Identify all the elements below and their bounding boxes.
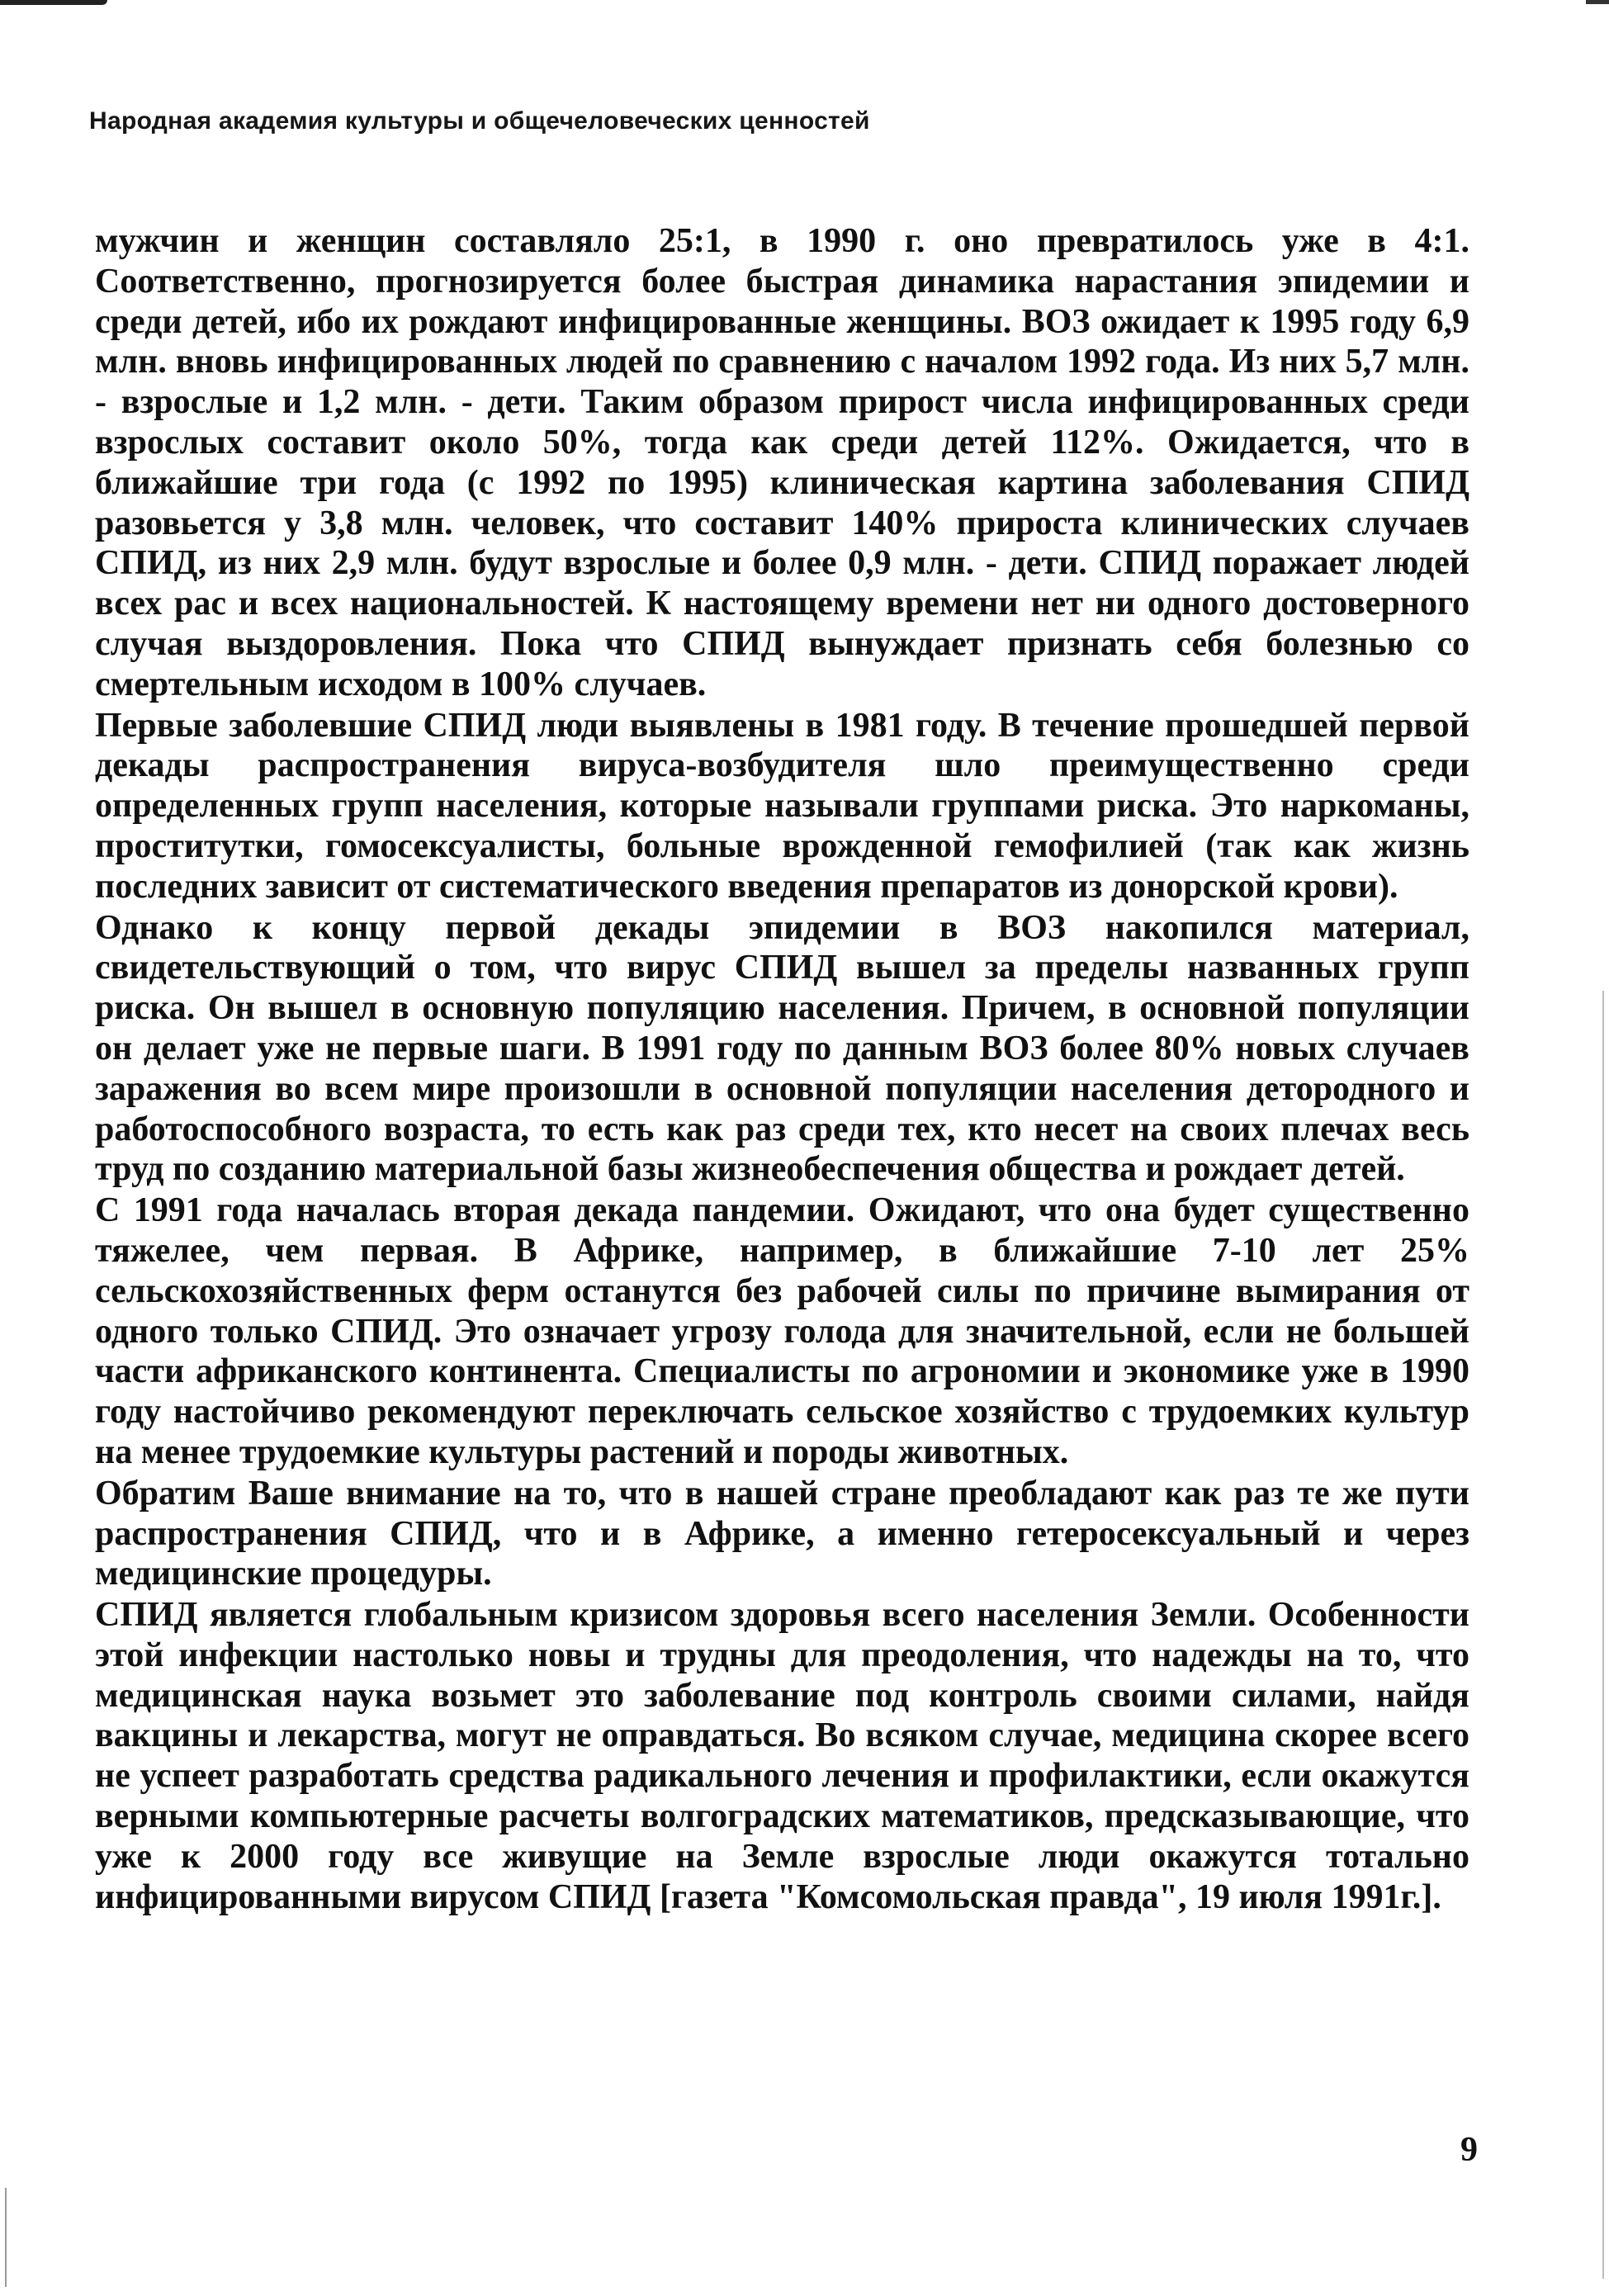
page-number: 9: [1460, 2131, 1478, 2169]
body-text: [95, 221, 1469, 1918]
running-header: Народная академия культуры и общечеловеческих ценностей: [89, 107, 870, 135]
paragraph: С 1991 года началась вторая декада пандемии. Ожидают, что она будет существенно тяжелее, чем первая. В Африке, например, в ближайшие 7-10 лет 25% сельскохозяйственных ферм останутся без рабочей силы по причине вымирания от одного только СПИД. Это означает угрозу голода для значительной, если не большей части африканского континента. Специалисты по агрономии и экономике уже в 1990 году настойчиво рекомендуют переключать сельское хозяйство с трудоемких культур на менее трудоемкие культуры растений и породы животных.: [95, 1191, 1469, 1471]
scan-artifact-top-right: [1586, 0, 1609, 4]
scan-edge-line-left: [5, 2188, 7, 2287]
paragraph: мужчин и женщин составляло 25:1, в 1990 г. оно превратилось уже в 4:1. Соответственно, прогнозируется более быстрая динамика нарастания эпидемии и среди детей, ибо их рождают инфицированные женщины. ВОЗ ожидает к 1995 году 6,9 млн. вновь инфицированных людей по сравнению с началом 1992 года. Из них 5,7 млн. - взрослые и 1,2 млн. - дети. Таким образом прирост числа инфицированных среди взрослых составит около 50%, тогда как среди детей 112%. Ожидается, что в ближайшие три года (с 1992 по 1995) клиническая картина заболевания СПИД разовьется у 3,8 млн. человек, что составит 140% прироста клинических случаев СПИД, из них 2,9 млн. будут взрослые и более 0,9 млн. - дети. СПИД поражает людей всех рас и всех национальностей. К настоящему времени нет ни одного достоверного случая выздоровления. Пока что СПИД вынуждает признать себя болезнью со смертельным исходом в 100% случаев.: [95, 222, 1469, 703]
paragraph: Обратим Ваше внимание на то, что в нашей стране преобладают как раз те же пути распространения СПИД, что и в Африке, а именно гетеросексуальный и через медицинские процедуры.: [95, 1474, 1469, 1593]
paragraph: Однако к концу первой декады эпидемии в ВОЗ накопился материал, свидетельствующий о том, что вирус СПИД вышел за пределы названных групп риска. Он вышел в основную популяцию населения. Причем, в основной популяции он делает уже не первые шаги. В 1991 году по данным ВОЗ более 80% новых случаев заражения во всем мире произошли в основной популяции населения детородного и работоспособного возраста, то есть как раз среди тех, кто несет на своих плечах весь труд по созданию материальной базы жизнеобеспечения общества и рождает детей.: [95, 908, 1469, 1189]
scan-artifact-top-left: [0, 0, 107, 5]
paragraph: Первые заболевшие СПИД люди выявлены в 1981 году. В течение прошедшей первой декады распространения вируса-возбудителя шло преимущественно среди определенных групп населения, которые называли группами риска. Это наркоманы, проститутки, гомосексуалисты, больные врожденной гемофилией (так как жизнь последних зависит от систематического введения препаратов из донорской крови).: [95, 706, 1469, 906]
paragraph: СПИД является глобальным кризисом здоровья всего населения Земли. Особенности этой инфекции настолько новы и трудны для преодоления, что надежды на то, что медицинская наука возьмет это заболевание под контроль своими силами, найдя вакцины и лекарства, могут не оправдаться. Во всяком случае, медицина скорее всего не успеет разработать средства радикального лечения и профилактики, если окажутся верными компьютерные расчеты волгоградских математиков, предсказывающие, что уже к 2000 году все живущие на Земле взрослые люди окажутся тотально инфицированными вирусом СПИД [газета "Комсомольская правда", 19 июля 1991г.].: [95, 1596, 1469, 1916]
scan-edge-line-right: [1602, 991, 1604, 2279]
